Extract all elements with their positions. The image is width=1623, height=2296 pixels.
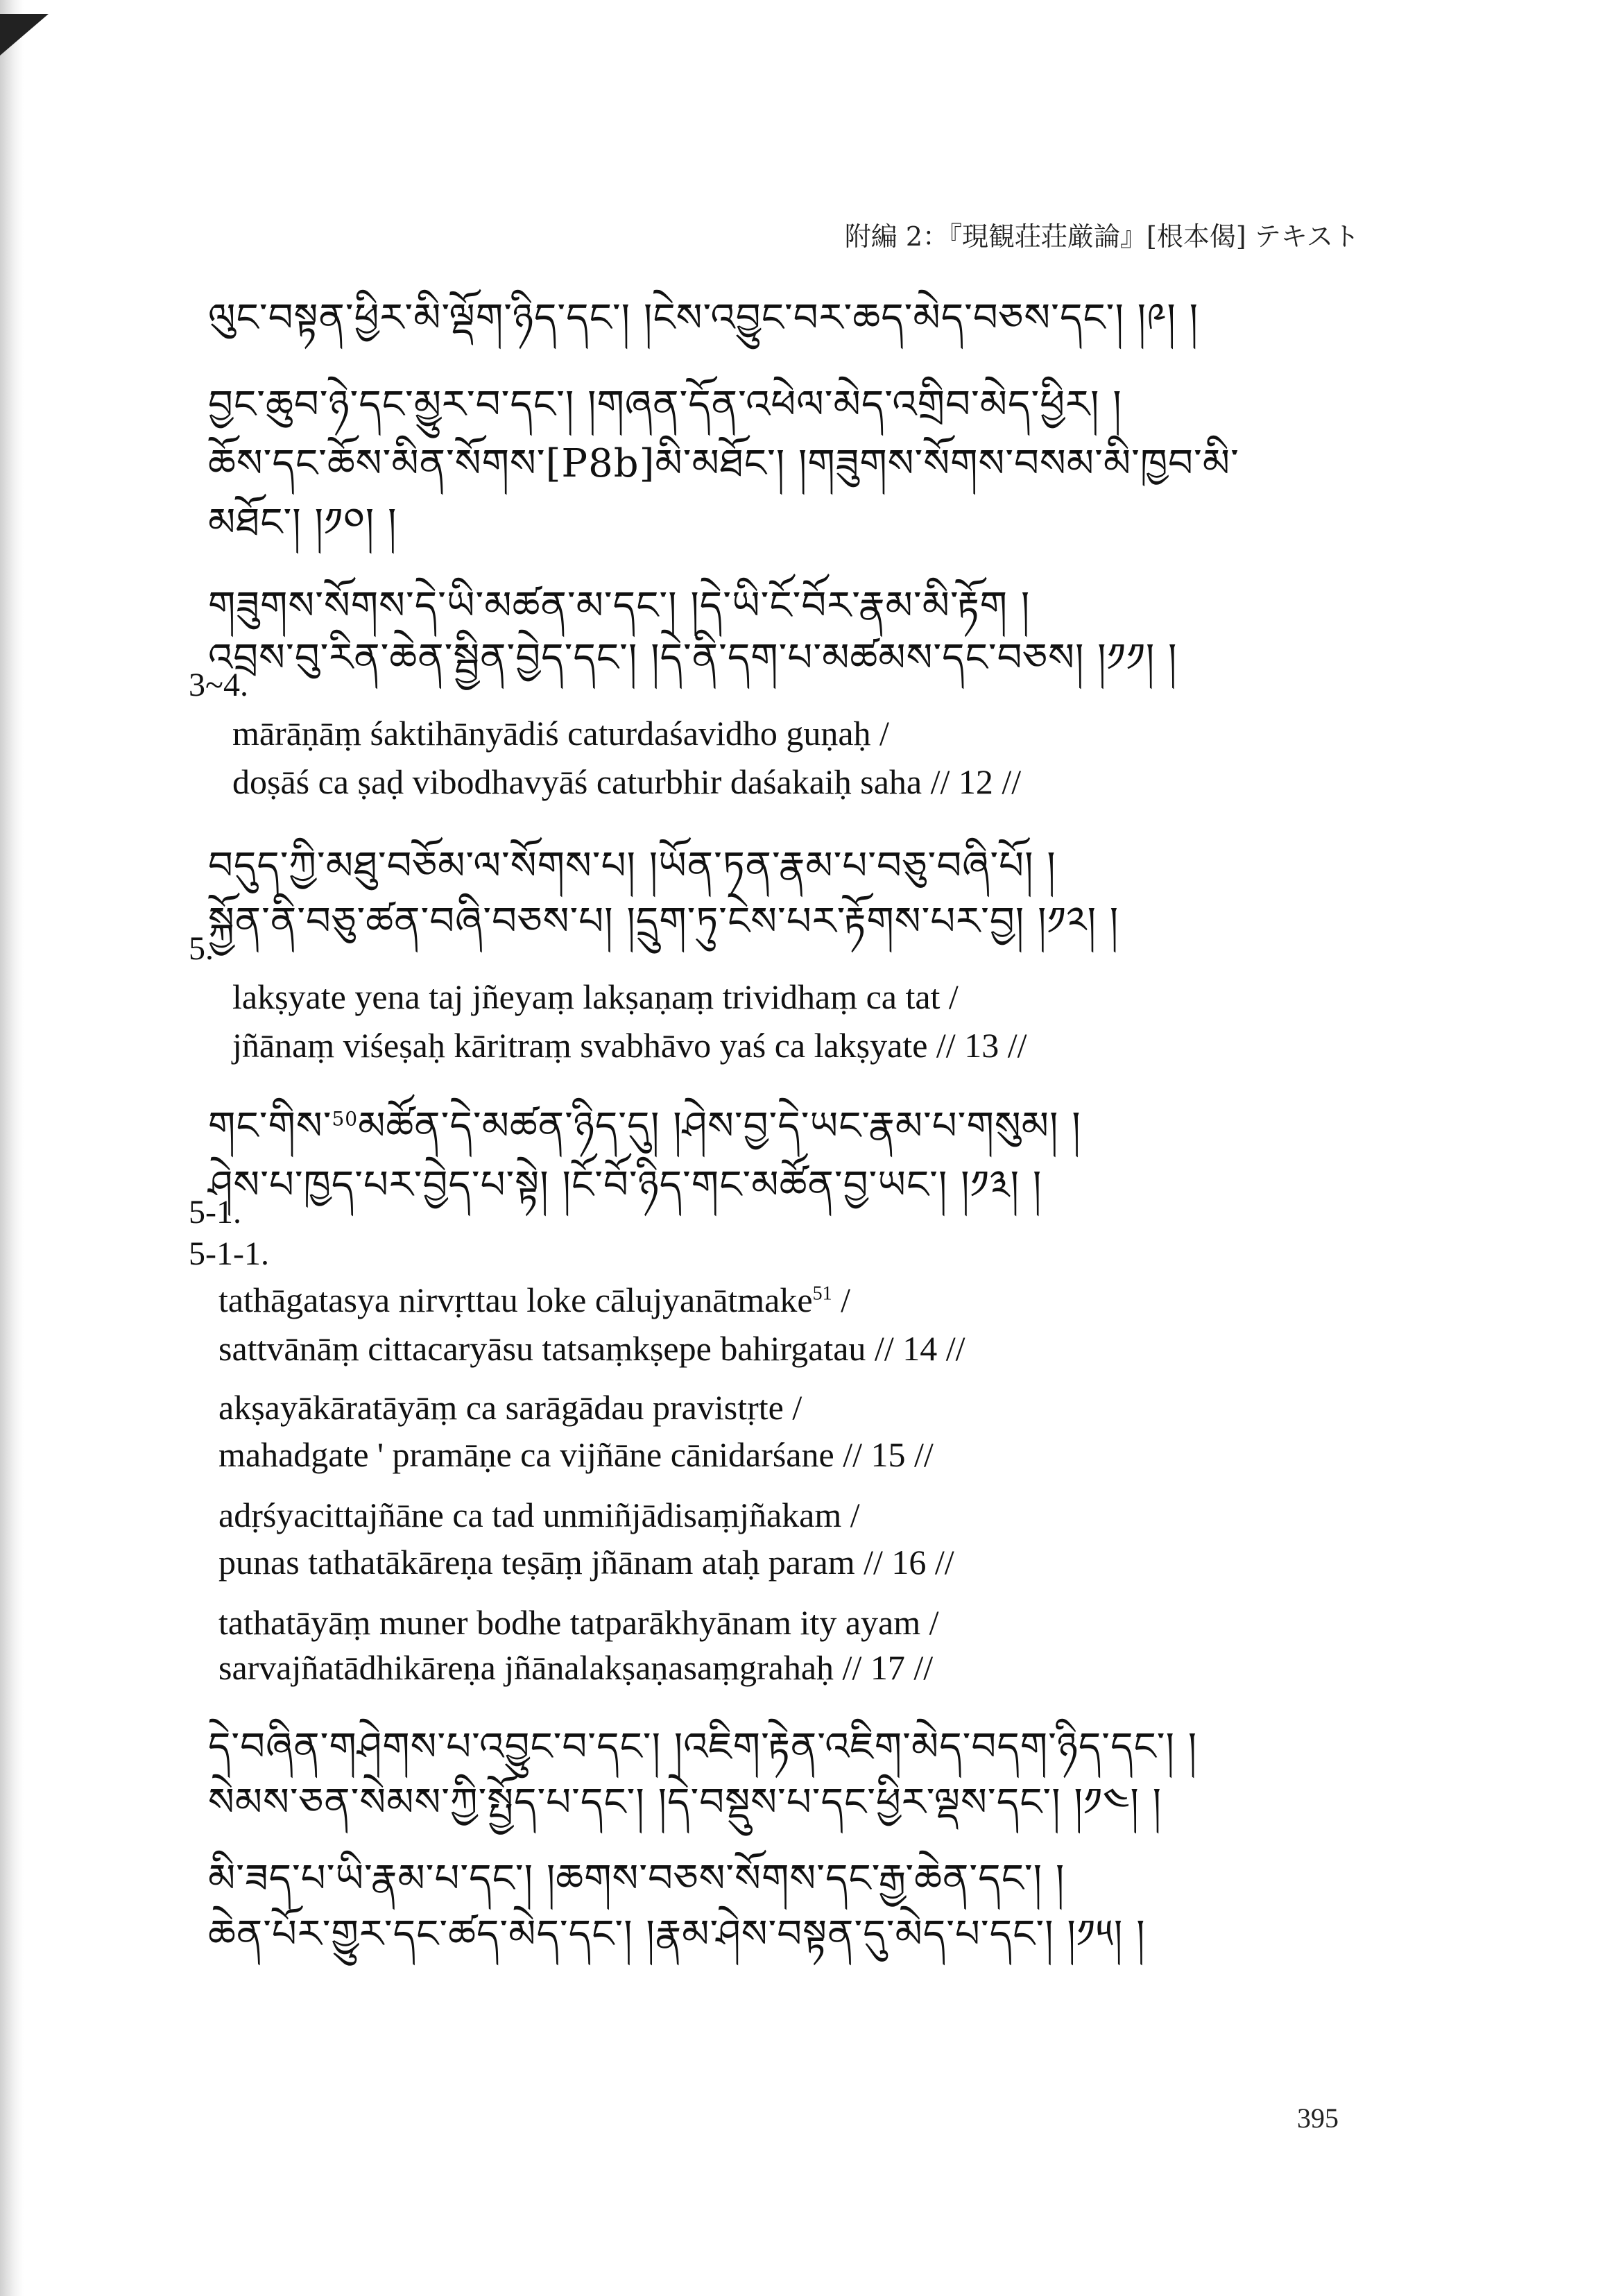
sanskrit-verse-line: punas tathatākāreṇa teṣāṃ jñānam ataḥ param // 16 //	[218, 1543, 954, 1582]
tibetan-line: བདུད་ཀྱི་མཐུ་བཅོམ་ལ་སོགས་པ། །ཡོན་ཏན་རྣམ་པ་བཅུ་བཞི་པོ། །	[208, 843, 1056, 889]
tibetan-segment: མཚོན་དེ་མཚན་ཉིད་དུ། །ཤེས་བྱ་དེ་ཡང་རྣམ་པ་གསུམ། །	[358, 1104, 1081, 1149]
footnote-marker: 51	[812, 1283, 832, 1305]
scan-edge-shadow	[0, 0, 24, 2296]
sanskrit-verse-line: mahadgate ' pramāṇe ca vijñāne cānidarśane // 15 //	[218, 1435, 934, 1474]
section-number: 5.	[189, 930, 214, 967]
tibetan-line: ཆོས་དང་ཆོས་མིན་སོགས་[P8b]མི་མཐོང་། །གཟུགས་སོགས་བསམ་མི་ཁྱབ་མི་	[208, 441, 1239, 486]
tibetan-segment: གང་གིས་	[208, 1104, 332, 1149]
sanskrit-verse-line: doṣāś ca ṣaḍ vibodhavyāś caturbhir daśakaiḥ saha // 12 //	[232, 762, 1022, 801]
footnote-marker: 50	[332, 1107, 359, 1131]
sanskrit-verse-line: lakṣyate yena taj jñeyaṃ lakṣaṇaṃ trividhaṃ ca tat /	[232, 977, 959, 1016]
tibetan-line: འབྲས་བུ་རིན་ཆེན་སྦྱིན་བྱེད་དང་། །དེ་ནི་དག་པ་མཚམས་དང་བཅས། །༡༡། །	[208, 635, 1178, 680]
tibetan-line: མཐོང་། །༡༠། །	[208, 500, 397, 545]
tibetan-line: ཆེན་པོར་གྱུར་དང་ཚད་མེད་དང་། །རྣམ་ཤེས་བསྟན་དུ་མེད་པ་དང་། །༡༥། །	[208, 1912, 1146, 1957]
sanskrit-verse-line: sarvajñatādhikāreṇa jñānalakṣaṇasaṃgrahaḥ // 17 //	[218, 1648, 934, 1687]
tibetan-line: དེ་བཞིན་གཤེགས་པ་འབྱུང་བ་དང་། །འཇིག་རྟེན་འཇིག་མེད་བདག་ཉིད་དང་། །	[208, 1724, 1198, 1770]
sanskrit-verse-line: akṣayākāratāyāṃ ca sarāgādau pravistṛte /	[218, 1388, 802, 1427]
tibetan-line: གཟུགས་སོགས་དེ་ཡི་མཚན་མ་དང་། །དེ་ཡི་ངོ་བོར་རྣམ་མི་རྟོག །	[208, 583, 1031, 628]
page-number: 395	[1297, 2102, 1339, 2134]
tibetan-line: ལུང་བསྟན་ཕྱིར་མི་ལྡོག་ཉིད་དང་། །ངེས་འབྱུང་བར་ཆད་མེད་བཅས་དང་། །༩། །	[208, 295, 1199, 341]
sanskrit-verse-line: jñānaṃ viśeṣaḥ kāritraṃ svabhāvo yaś ca lakṣyate // 13 //	[232, 1026, 1027, 1065]
sanskrit-verse-line: tathatāyāṃ muner bodhe tatparākhyānam ity ayam /	[218, 1603, 939, 1642]
tibetan-line: མི་ཟད་པ་ཡི་རྣམ་པ་དང་། །ཆགས་བཅས་སོགས་དང་རྒྱ་ཆེན་དང་། །	[208, 1856, 1065, 1901]
sanskrit-segment: /	[832, 1280, 850, 1319]
running-head: 附編 2：『現観荘荘厳論』[根本偈] テキスト	[844, 221, 1359, 252]
sanskrit-verse-line	[218, 1280, 850, 1320]
tibetan-line: ཤེས་པ་ཁྱད་པར་བྱེད་པ་སྟེ། །ངོ་བོ་ཉིད་གང་མཚོན་བྱ་ཡང་། །༡༣། །	[208, 1163, 1042, 1208]
sanskrit-segment: tathāgatasya nirvṛttau loke cālujyanātmake	[218, 1280, 813, 1319]
sanskrit-verse-line: sattvānāṃ cittacaryāsu tatsaṃkṣepe bahirgatau // 14 //	[218, 1329, 965, 1368]
tibetan-line: བྱང་ཆུབ་ཉེ་དང་མྱུར་བ་དང་། །གཞན་དོན་འཕེལ་མེད་འགྲིབ་མེད་ཕྱིར། །	[208, 382, 1122, 427]
section-number: 3~4.	[189, 667, 248, 703]
section-number: 5-1-1.	[189, 1235, 269, 1272]
tibetan-line: སྐྱོན་ནི་བཅུ་ཚན་བཞི་བཅས་པ། །དྲུག་ཏུ་ངེས་པར་རྟོགས་པར་བྱ། །༡༢། །	[208, 899, 1119, 944]
section-number: 5-1.	[189, 1194, 241, 1231]
sanskrit-verse-line: adṛśyacittajñāne ca tad unmiñjādisaṃjñakam /	[218, 1496, 860, 1534]
sanskrit-verse-line: mārāṇāṃ śaktihānyādiś caturdaśavidho guṇaḥ /	[232, 714, 889, 753]
scan-corner-mark	[0, 14, 49, 55]
tibetan-line: སེམས་ཅན་སེམས་ཀྱི་སྤྱོད་པ་དང་། །དེ་བསྡུས་པ་དང་ཕྱིར་ལྡས་དང་། །༡༤། །	[208, 1780, 1162, 1825]
